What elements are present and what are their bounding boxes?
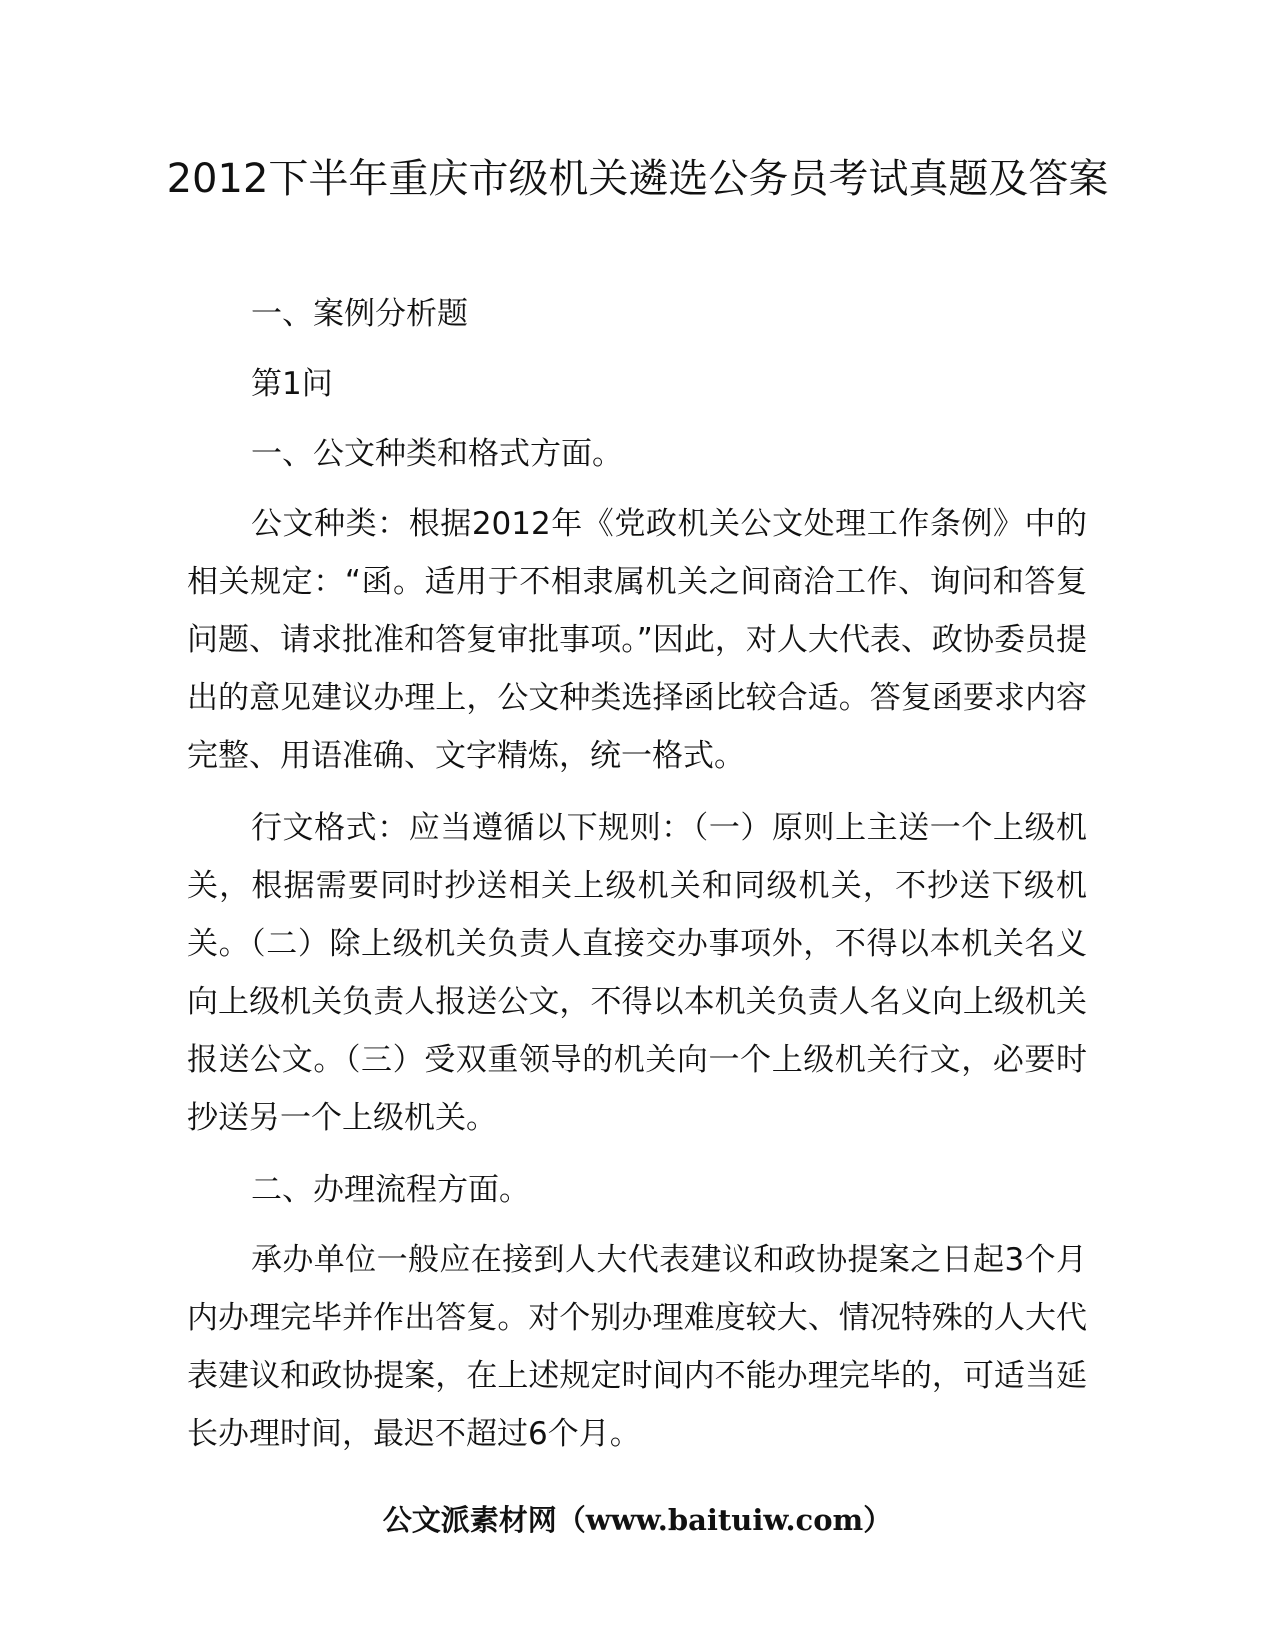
body-paragraph: 承办单位一般应在接到人大代表建议和政协提案之日起3个月内办理完毕并作出答复。对个别办理难度较大、情况特殊的人大代表建议和政协提案，在上述规定时间内不能办理完毕的，可适当延长办理时间，最迟不超过6个月。 — [187, 1242, 1087, 1452]
question-label: 第1问 — [251, 366, 333, 402]
body-paragraph: 行文格式：应当遵循以下规则：（一）原则上主送一个上级机关，根据需要同时抄送相关上级机关和同级机关，不抄送下级机关。（二）除上级机关负责人直接交办事项外，不得以本机关名义向上级机关负责人报送公文，不得以本机关负责人名义向上级机关报送公文。（三）受双重领导的机关向一个上级机关行文，必要时抄送另一个上级机关。 — [187, 810, 1087, 1136]
body-paragraph: 公文种类：根据2012年《党政机关公文处理工作条例》中的相关规定：“函。适用于不相隶属机关之间商洽工作、询问和答复问题、请求批准和答复审批事项。”因此，对人大代表、政协委员提出的意见建议办理上，公文种类选择函比较合适。答复函要求内容完整、用语准确、文字精炼，统一格式。 — [187, 506, 1087, 774]
document-body — [187, 285, 1087, 1477]
section-heading: 一、案例分析题 — [251, 296, 468, 332]
subsection-heading: 二、办理流程方面。 — [251, 1172, 530, 1208]
document-title: 2012下半年重庆市级机关遴选公务员考试真题及答案 — [166, 156, 1109, 202]
page-footer: 公文派素材网（www.baituiw.com） — [382, 1503, 893, 1537]
subsection-heading: 一、公文种类和格式方面。 — [251, 436, 623, 472]
